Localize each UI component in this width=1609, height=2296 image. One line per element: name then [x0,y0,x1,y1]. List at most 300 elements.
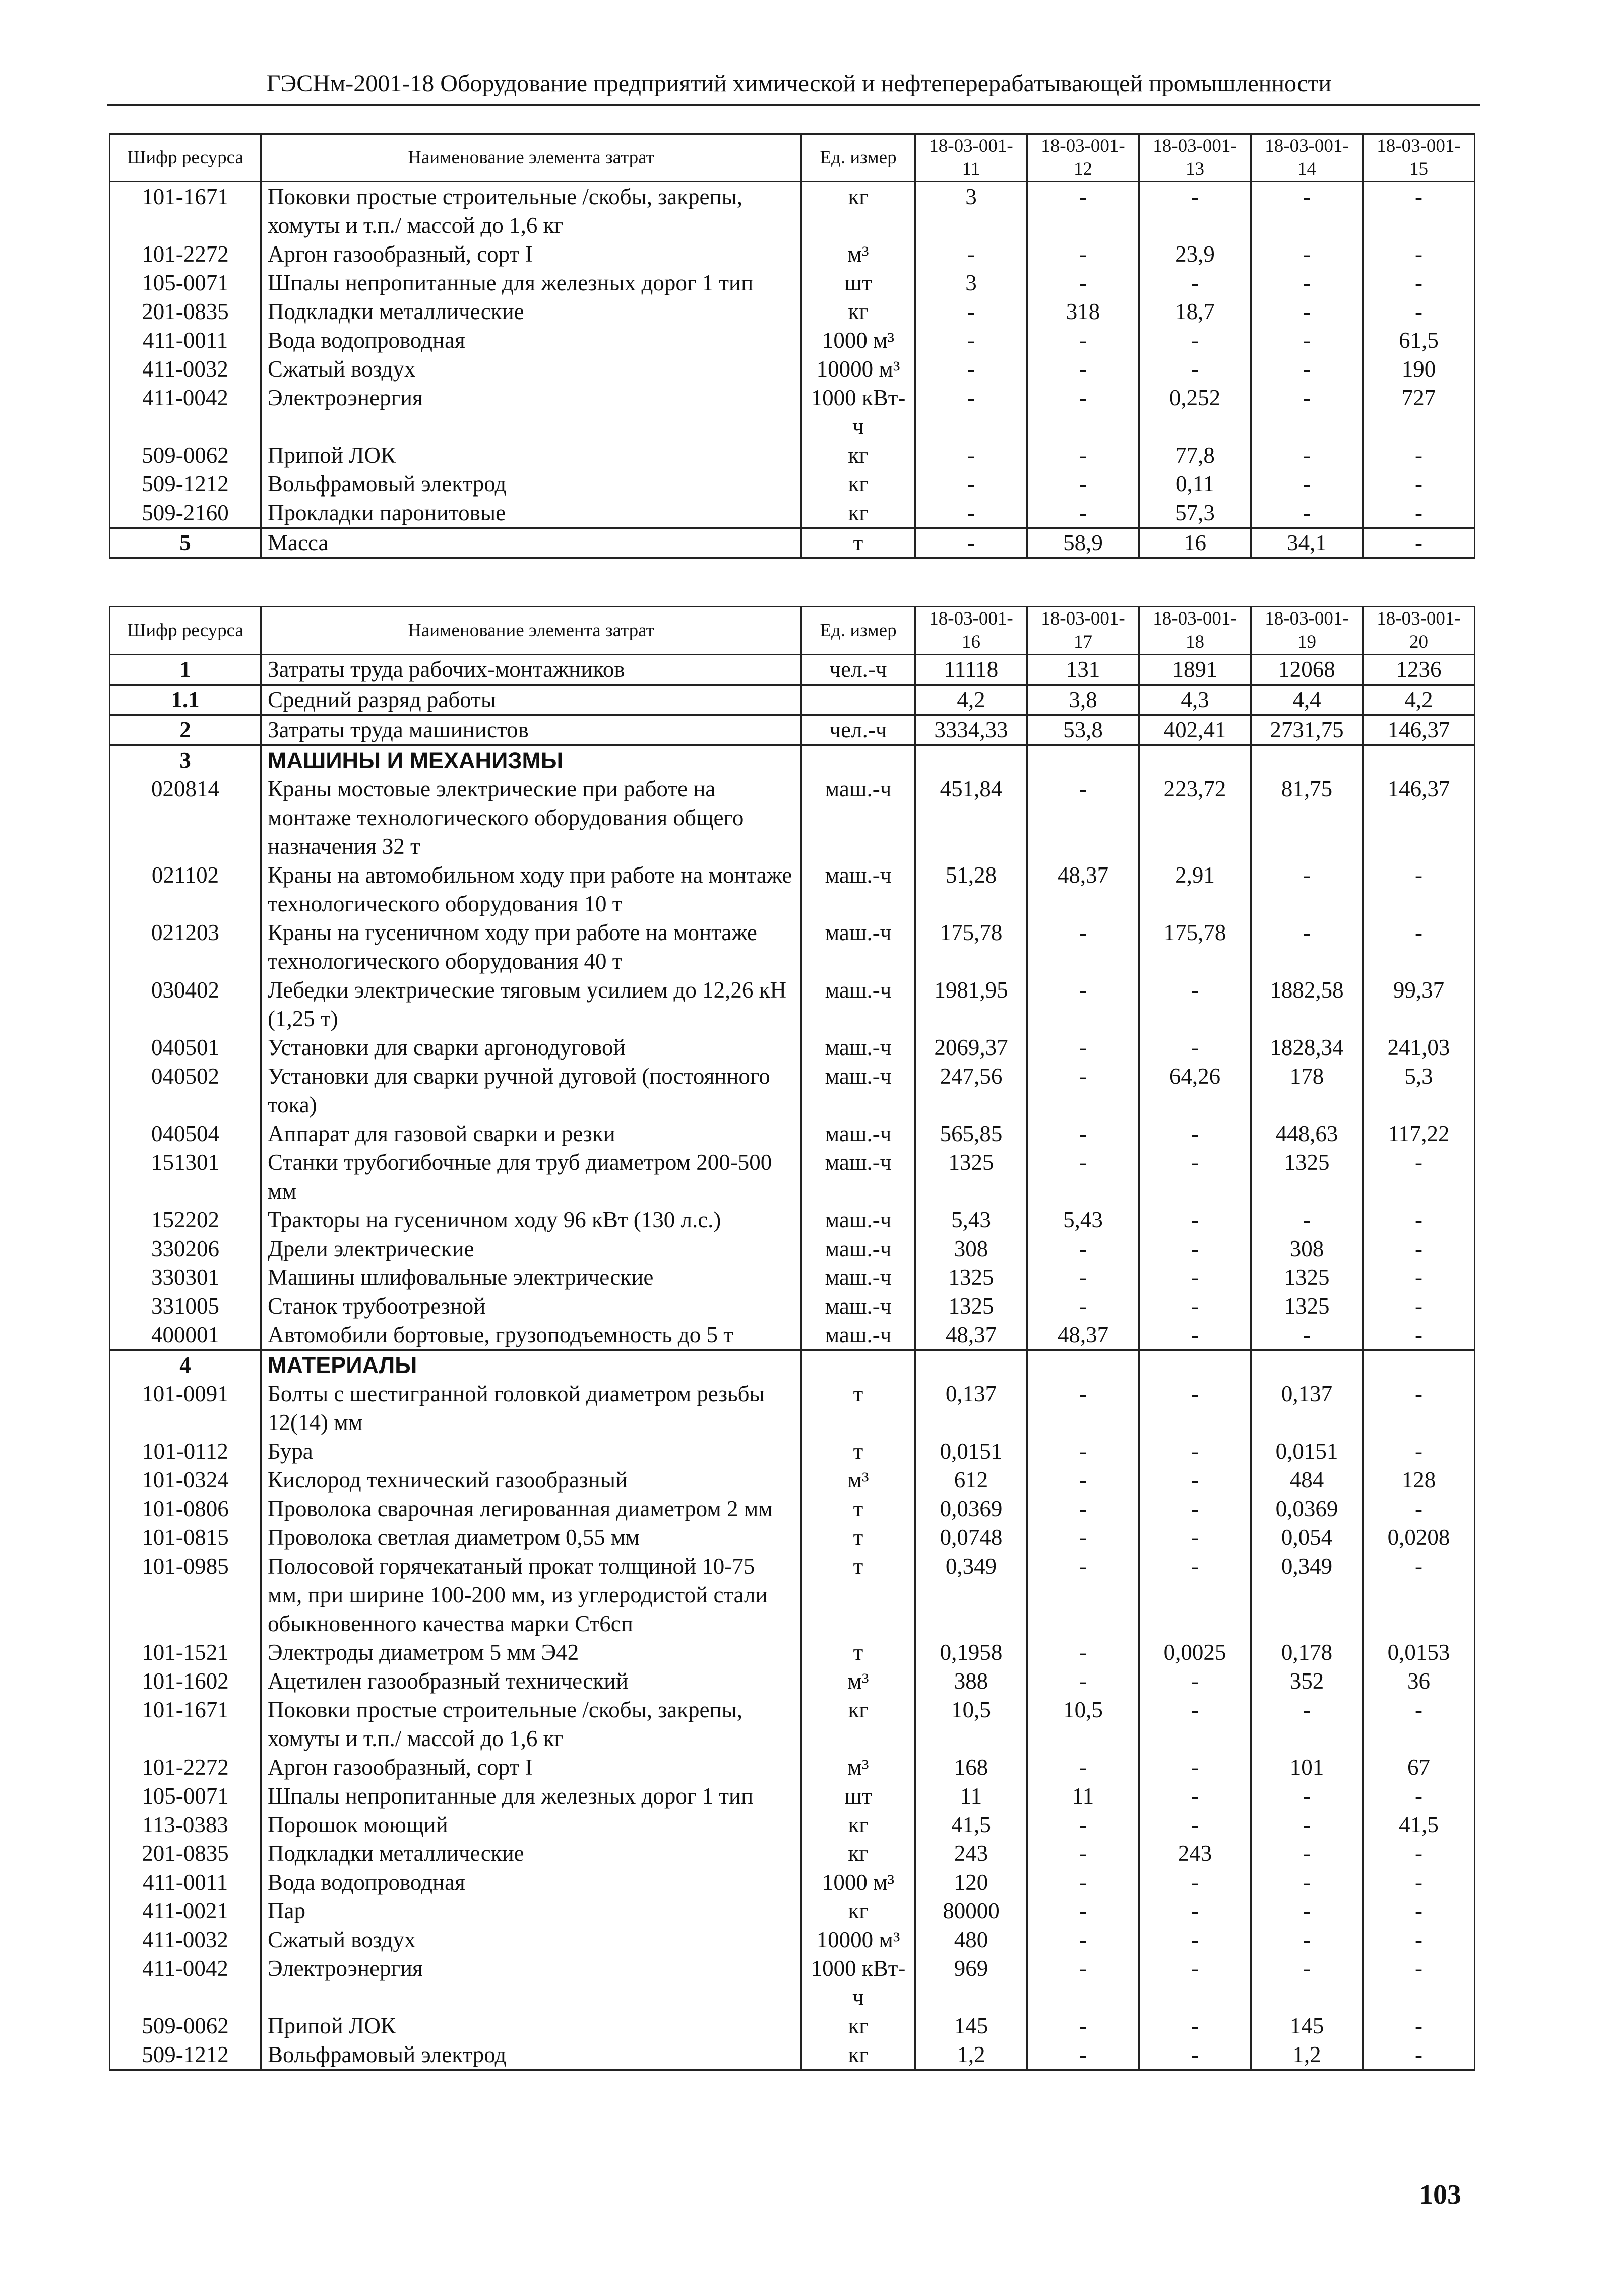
value-cell: - [1251,297,1363,326]
value-cell: - [915,528,1027,559]
value-cell: - [1363,2012,1475,2040]
unit-cell [801,685,915,715]
value-cell: - [1027,2040,1139,2070]
table-row [110,1926,1475,1954]
value-cell: 0,349 [915,1552,1027,1638]
value-cell: 23,9 [1139,240,1251,269]
value-cell: - [1027,775,1139,861]
resource-code: 411-0042 [110,1954,261,2012]
resource-name: Проволока сварочная легированная диаметром 2 мм [261,1495,801,1523]
value-cell: 247,56 [915,1062,1027,1120]
table-row [110,1033,1475,1062]
column-header-norm: 18-03-001-14 [1251,134,1363,182]
resource-name: Полосовой горячекатаный прокат толщиной 10-75 мм, при ширине 100-200 мм, из углеродистой стали обыкновенного качества марки Ст6сп [261,1552,801,1638]
value-cell: 11118 [915,655,1027,685]
value-cell: - [1251,1206,1363,1234]
value-cell: 4,3 [1139,685,1251,715]
value-cell: 1882,58 [1251,976,1363,1033]
resource-name: Пар [261,1897,801,1926]
value-cell: - [1027,1234,1139,1263]
value-cell: 727 [1363,384,1475,441]
table-row [110,1321,1475,1350]
value-cell: 0,0369 [1251,1495,1363,1523]
value-cell: - [1363,1868,1475,1897]
resource-name: Проволока светлая диаметром 0,55 мм [261,1523,801,1552]
value-cell: - [1027,470,1139,499]
value-cell: 0,054 [1251,1523,1363,1552]
table-row [110,470,1475,499]
value-cell: - [1139,1263,1251,1292]
value-cell [915,1350,1027,1380]
value-cell: 2,91 [1139,861,1251,918]
value-cell: 0,0151 [915,1437,1027,1466]
value-cell: - [915,499,1027,528]
value-cell: - [1363,528,1475,559]
resource-code: 040502 [110,1062,261,1120]
resource-code: 101-0112 [110,1437,261,1466]
value-cell: - [1139,1811,1251,1839]
value-cell: 0,252 [1139,384,1251,441]
value-cell: - [1251,1954,1363,2012]
table-row [110,1897,1475,1926]
value-cell: 3 [915,182,1027,240]
value-cell [1251,746,1363,775]
value-cell [1027,746,1139,775]
resource-name: Машины шлифовальные электрические [261,1263,801,1292]
table-row [110,1782,1475,1811]
column-header-norm: 18-03-001-11 [915,134,1027,182]
value-cell: 0,137 [1251,1380,1363,1437]
value-cell: - [1139,1868,1251,1897]
column-header-name: Наименование элемента затрат [261,607,801,655]
resource-code: 105-0071 [110,1782,261,1811]
value-cell: 2069,37 [915,1033,1027,1062]
table-row [110,1292,1475,1321]
value-cell: - [1251,1868,1363,1897]
resource-code: 101-1521 [110,1638,261,1667]
value-cell: 77,8 [1139,441,1251,470]
value-cell: - [915,297,1027,326]
resource-code: 040501 [110,1033,261,1062]
resource-name: Установки для сварки аргонодуговой [261,1033,801,1062]
unit-cell: т [801,1437,915,1466]
value-cell: 11 [1027,1782,1139,1811]
resource-name: Порошок моющий [261,1811,801,1839]
value-cell: 120 [915,1868,1027,1897]
resource-code: 411-0011 [110,1868,261,1897]
value-cell: 243 [915,1839,1027,1868]
value-cell: 48,37 [1027,861,1139,918]
value-cell: 131 [1027,655,1139,685]
value-cell: - [1363,499,1475,528]
resource-name: Вольфрамовый электрод [261,470,801,499]
value-cell: 0,11 [1139,470,1251,499]
resource-name: Тракторы на гусеничном ходу 96 кВт (130 л.с.) [261,1206,801,1234]
value-cell: - [1027,1495,1139,1523]
resource-code: 331005 [110,1292,261,1321]
resource-name: Припой ЛОК [261,441,801,470]
value-cell: - [1139,1148,1251,1206]
value-cell: - [1139,1954,1251,2012]
table-row [110,775,1475,861]
value-cell: - [1139,976,1251,1033]
unit-cell: кг [801,470,915,499]
value-cell: - [1139,2012,1251,2040]
resource-name: Болты с шестигранной головкой диаметром резьбы 12(14) мм [261,1380,801,1437]
value-cell: 16 [1139,528,1251,559]
value-cell: - [1251,1782,1363,1811]
resource-code: 101-2272 [110,240,261,269]
unit-cell: кг [801,182,915,240]
resource-name: Затраты труда рабочих-монтажников [261,655,801,685]
value-cell: 0,0369 [915,1495,1027,1523]
resource-code: 152202 [110,1206,261,1234]
unit-cell: 10000 м³ [801,355,915,384]
table-row [110,384,1475,441]
value-cell [1363,1350,1475,1380]
unit-cell: маш.-ч [801,1292,915,1321]
value-cell: 175,78 [1139,918,1251,976]
table-row [110,240,1475,269]
unit-cell: м³ [801,1466,915,1495]
value-cell: - [1027,1667,1139,1696]
value-cell: - [1363,1263,1475,1292]
resource-code: 021203 [110,918,261,976]
value-cell: - [1027,1062,1139,1120]
resource-name: Электроэнергия [261,384,801,441]
value-cell: - [1027,441,1139,470]
unit-cell: 10000 м³ [801,1926,915,1954]
value-cell: - [1139,1120,1251,1148]
unit-cell: м³ [801,240,915,269]
table-row [110,1868,1475,1897]
value-cell: 10,5 [915,1696,1027,1753]
value-cell: 145 [915,2012,1027,2040]
resource-name: Автомобили бортовые, грузоподъемность до 5 т [261,1321,801,1350]
unit-cell: маш.-ч [801,1120,915,1148]
value-cell: 308 [915,1234,1027,1263]
resource-name: Вода водопроводная [261,326,801,355]
value-cell: 146,37 [1363,715,1475,746]
value-cell: - [1251,1926,1363,1954]
unit-cell [801,746,915,775]
resource-code: 1.1 [110,685,261,715]
value-cell: 451,84 [915,775,1027,861]
value-cell: - [1363,297,1475,326]
resource-name: Дрели электрические [261,1234,801,1263]
unit-cell: кг [801,441,915,470]
resource-name: Электроэнергия [261,1954,801,2012]
resource-name: Сжатый воздух [261,1926,801,1954]
unit-cell: кг [801,2040,915,2070]
value-cell [915,746,1027,775]
column-header-name: Наименование элемента затрат [261,134,801,182]
table-row [110,1234,1475,1263]
resource-code: 101-1602 [110,1667,261,1696]
value-cell: - [915,355,1027,384]
value-cell: - [1139,182,1251,240]
value-cell: 51,28 [915,861,1027,918]
value-cell: - [1363,182,1475,240]
resource-code: 411-0032 [110,355,261,384]
value-cell: - [1251,355,1363,384]
value-cell: - [1363,1234,1475,1263]
value-cell: - [1363,1782,1475,1811]
resource-code: 330301 [110,1263,261,1292]
unit-cell: кг [801,499,915,528]
resource-code: 509-1212 [110,2040,261,2070]
value-cell: - [1139,1033,1251,1062]
value-cell: - [1027,1033,1139,1062]
value-cell: 11 [915,1782,1027,1811]
resource-code: 400001 [110,1321,261,1350]
table-row [110,1350,1475,1380]
value-cell: 4,2 [1363,685,1475,715]
page-title: ГЭСНм-2001-18 Оборудование предприятий химической и нефтеперерабатывающей промышленности [266,70,1332,97]
unit-cell [801,1350,915,1380]
resource-code: 509-0062 [110,2012,261,2040]
value-cell: - [1251,326,1363,355]
unit-cell: кг [801,1696,915,1753]
value-cell: 1891 [1139,655,1251,685]
value-cell: - [1027,269,1139,297]
unit-cell: шт [801,269,915,297]
table-row [110,326,1475,355]
table-row [110,1552,1475,1638]
value-cell: 2731,75 [1251,715,1363,746]
resource-code: 030402 [110,976,261,1033]
value-cell: 1,2 [1251,2040,1363,2070]
value-cell: 0,137 [915,1380,1027,1437]
resource-name: Аргон газообразный, сорт I [261,1753,801,1782]
value-cell: 67 [1363,1753,1475,1782]
value-cell: 101 [1251,1753,1363,1782]
column-header-norm: 18-03-001-18 [1139,607,1251,655]
value-cell: - [1139,1897,1251,1926]
table-row [110,976,1475,1033]
resource-code: 101-0091 [110,1380,261,1437]
value-cell: 10,5 [1027,1696,1139,1753]
unit-cell: 1000 кВт-ч [801,384,915,441]
value-cell: - [1251,1839,1363,1868]
value-cell: 3,8 [1027,685,1139,715]
resource-code: 411-0011 [110,326,261,355]
value-cell: 1325 [1251,1292,1363,1321]
table-row [110,528,1475,559]
unit-cell: маш.-ч [801,976,915,1033]
value-cell: - [1363,2040,1475,2070]
resource-name: Прокладки паронитовые [261,499,801,528]
value-cell: - [1363,1321,1475,1350]
value-cell: 41,5 [1363,1811,1475,1839]
value-cell: - [1363,861,1475,918]
resource-code: 040504 [110,1120,261,1148]
value-cell: 48,37 [915,1321,1027,1350]
value-cell: - [1139,1380,1251,1437]
value-cell: - [1251,1696,1363,1753]
value-cell: - [1027,1523,1139,1552]
value-cell: - [1139,269,1251,297]
value-cell: - [1027,384,1139,441]
table-row [110,1437,1475,1466]
value-cell: - [1139,2040,1251,2070]
value-cell: 0,178 [1251,1638,1363,1667]
value-cell: 3334,33 [915,715,1027,746]
value-cell: - [1027,1638,1139,1667]
value-cell: 41,5 [915,1811,1027,1839]
value-cell: - [1139,326,1251,355]
value-cell: - [1363,1897,1475,1926]
value-cell: - [1027,1811,1139,1839]
value-cell: 0,349 [1251,1552,1363,1638]
table-row [110,685,1475,715]
resource-name: Бура [261,1437,801,1466]
unit-cell: маш.-ч [801,1321,915,1350]
value-cell: 0,0153 [1363,1638,1475,1667]
table-2-body [110,655,1475,2070]
value-cell: 34,1 [1251,528,1363,559]
unit-cell: кг [801,297,915,326]
value-cell [1251,1350,1363,1380]
value-cell: - [1251,861,1363,918]
value-cell: 1828,34 [1251,1033,1363,1062]
column-header-norm: 18-03-001-17 [1027,607,1139,655]
table-row [110,1696,1475,1753]
value-cell: - [915,470,1027,499]
value-cell: - [1363,1380,1475,1437]
value-cell: - [1027,1954,1139,2012]
value-cell: 1325 [1251,1148,1363,1206]
value-cell: 18,7 [1139,297,1251,326]
unit-cell: т [801,1638,915,1667]
value-cell: 5,3 [1363,1062,1475,1120]
value-cell: 0,0208 [1363,1523,1475,1552]
resource-table-2 [109,606,1475,2071]
value-cell: 128 [1363,1466,1475,1495]
resource-code: 201-0835 [110,297,261,326]
value-cell: 241,03 [1363,1033,1475,1062]
unit-cell: 1000 м³ [801,326,915,355]
unit-cell: маш.-ч [801,1062,915,1120]
table-row [110,1263,1475,1292]
resource-code: 101-1671 [110,1696,261,1753]
resource-code: 101-0815 [110,1523,261,1552]
value-cell: - [1251,182,1363,240]
unit-cell: т [801,1523,915,1552]
value-cell: - [1027,918,1139,976]
value-cell: 81,75 [1251,775,1363,861]
value-cell: 388 [915,1667,1027,1696]
value-cell: - [1027,499,1139,528]
value-cell: 61,5 [1363,326,1475,355]
value-cell: - [1139,1696,1251,1753]
value-cell: 3 [915,269,1027,297]
value-cell: - [1027,976,1139,1033]
value-cell: 57,3 [1139,499,1251,528]
section-heading: МАТЕРИАЛЫ [261,1350,801,1380]
page-number: 103 [1419,2179,1461,2210]
resource-name: Вода водопроводная [261,1868,801,1897]
resource-code: 101-1671 [110,182,261,240]
resource-name: Кислород технический газообразный [261,1466,801,1495]
value-cell: - [1363,1926,1475,1954]
table-row [110,1811,1475,1839]
value-cell: - [1027,182,1139,240]
resource-table-1 [109,133,1475,559]
table-1-body [110,182,1475,559]
value-cell: - [1139,355,1251,384]
value-cell: - [1251,1811,1363,1839]
value-cell: 36 [1363,1667,1475,1696]
value-cell: 969 [915,1954,1027,2012]
unit-cell: маш.-ч [801,1263,915,1292]
unit-cell: 1000 м³ [801,1868,915,1897]
value-cell: 1325 [915,1292,1027,1321]
resource-code: 101-0324 [110,1466,261,1495]
value-cell: - [1139,1292,1251,1321]
value-cell: 1,2 [915,2040,1027,2070]
value-cell: - [1363,1206,1475,1234]
value-cell: 146,37 [1363,775,1475,861]
value-cell: - [1027,1292,1139,1321]
value-cell: - [1027,1263,1139,1292]
unit-cell: кг [801,1897,915,1926]
value-cell [1139,1350,1251,1380]
value-cell: 1325 [915,1263,1027,1292]
value-cell: - [1363,470,1475,499]
table-row [110,1120,1475,1148]
value-cell: - [1139,1321,1251,1350]
resource-code: 101-2272 [110,1753,261,1782]
resource-code: 4 [110,1350,261,1380]
value-cell: 1236 [1363,655,1475,685]
value-cell: - [1139,1234,1251,1263]
value-cell: - [1139,1753,1251,1782]
unit-cell: м³ [801,1667,915,1696]
value-cell: - [1027,1926,1139,1954]
value-cell: 117,22 [1363,1120,1475,1148]
value-cell: - [1027,1380,1139,1437]
table-row [110,1062,1475,1120]
column-header-code: Шифр ресурса [110,607,261,655]
resource-code: 105-0071 [110,269,261,297]
value-cell: 448,63 [1251,1120,1363,1148]
resource-code: 151301 [110,1148,261,1206]
table-row [110,1466,1475,1495]
value-cell: - [1027,1466,1139,1495]
column-header-norm: 18-03-001-15 [1363,134,1475,182]
resource-name: Краны мостовые электрические при работе на монтаже технологического оборудования общего назначения 32 т [261,775,801,861]
value-cell: - [1027,1437,1139,1466]
unit-cell: 1000 кВт-ч [801,1954,915,2012]
unit-cell: маш.-ч [801,918,915,976]
value-cell: - [1251,1897,1363,1926]
value-cell: 1325 [915,1148,1027,1206]
value-cell: - [1027,1753,1139,1782]
resource-code: 509-1212 [110,470,261,499]
resource-code: 5 [110,528,261,559]
value-cell: 12068 [1251,655,1363,685]
unit-cell: кг [801,1811,915,1839]
table-row [110,1495,1475,1523]
value-cell: - [1251,499,1363,528]
resource-code: 509-2160 [110,499,261,528]
table-row [110,1206,1475,1234]
table-row [110,297,1475,326]
value-cell: 53,8 [1027,715,1139,746]
resource-name: Вольфрамовый электрод [261,2040,801,2070]
value-cell: 223,72 [1139,775,1251,861]
